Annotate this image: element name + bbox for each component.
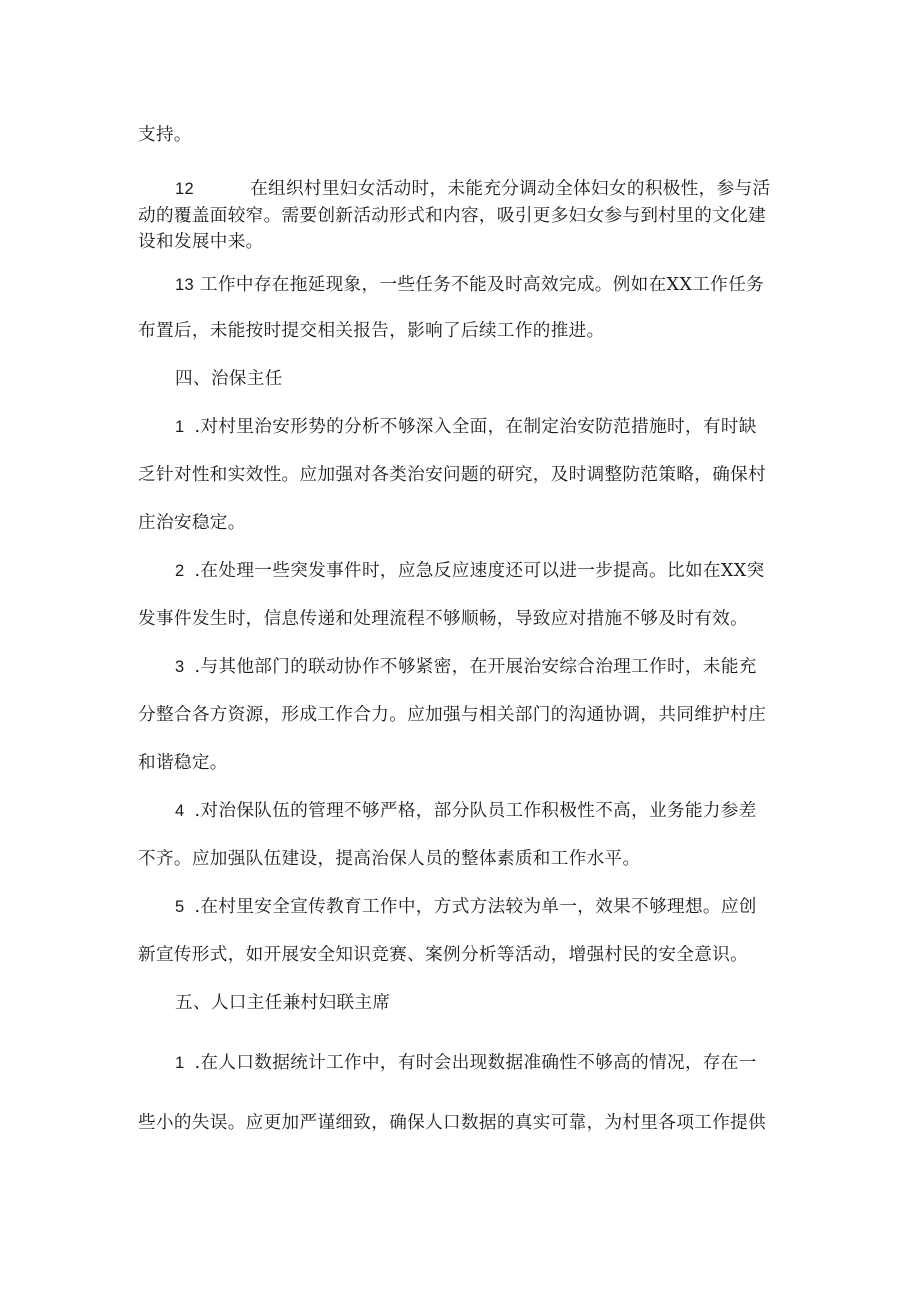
list-item-1: 1 .在人口数据统计工作中，有时会出现数据准确性不够高的情况，存在一	[175, 1053, 757, 1073]
item-number: 2	[175, 562, 185, 580]
list-item-12: 12 在组织村里妇女活动时，未能充分调动全体妇女的积极性，参与活	[175, 179, 771, 199]
text-line: 乏针对性和实效性。应加强对各类治安问题的研究，及时调整防范策略，确保村	[138, 465, 767, 485]
item-number: 4	[175, 802, 185, 820]
text-line: 些小的失误。应更加严谨细致，确保人口数据的真实可靠，为村里各项工作提供	[138, 1113, 767, 1133]
text-line: 动的覆盖面较窄。需要创新活动形式和内容，吸引更多妇女参与到村里的文化建	[138, 206, 767, 226]
item-number: 1	[175, 1054, 185, 1072]
text-line: 支持。	[138, 125, 192, 145]
item-number: 5	[175, 898, 185, 916]
list-item-2: 2 .在处理一些突发事件时，应急反应速度还可以进一步提高。比如在XX突	[175, 561, 765, 581]
text-line: 不齐。应加强队伍建设，提高治保人员的整体素质和工作水平。	[138, 849, 641, 869]
list-item-13: 13 工作中存在拖延现象，一些任务不能及时高效完成。例如在XX工作任务	[175, 275, 765, 295]
text-line: 分整合各方资源，形成工作合力。应加强与相关部门的沟通协调，共同维护村庄	[138, 705, 767, 725]
text-line: 布置后，未能按时提交相关报告，影响了后续工作的推进。	[138, 321, 605, 341]
list-item-1: 1 .对村里治安形势的分析不够深入全面，在制定治安防范措施时，有时缺	[175, 417, 757, 437]
list-item-4: 4 .对治保队伍的管理不够严格，部分队员工作积极性不高，业务能力参差	[175, 801, 757, 821]
text-line: 和谐稳定。	[138, 753, 228, 773]
section-heading-4: 四、治保主任	[175, 369, 283, 389]
list-item-5: 5 .在村里安全宣传教育工作中，方式方法较为单一，效果不够理想。应创	[175, 897, 757, 917]
text-line: 发事件发生时，信息传递和处理流程不够顺畅，导致应对措施不够及时有效。	[138, 609, 749, 629]
section-heading-5: 五、人口主任兼村妇联主席	[175, 993, 391, 1013]
item-number: 13	[175, 276, 195, 294]
item-number: 12	[175, 180, 195, 198]
list-item-3: 3 .与其他部门的联动协作不够紧密，在开展治安综合治理工作时，未能充	[175, 657, 757, 677]
text-line: 庄治安稳定。	[138, 513, 246, 533]
item-number: 3	[175, 658, 185, 676]
item-number: 1	[175, 418, 185, 436]
text-line: 设和发展中来。	[138, 232, 264, 252]
text-line: 新宣传形式，如开展安全知识竞赛、案例分析等活动，增强村民的安全意识。	[138, 945, 749, 965]
